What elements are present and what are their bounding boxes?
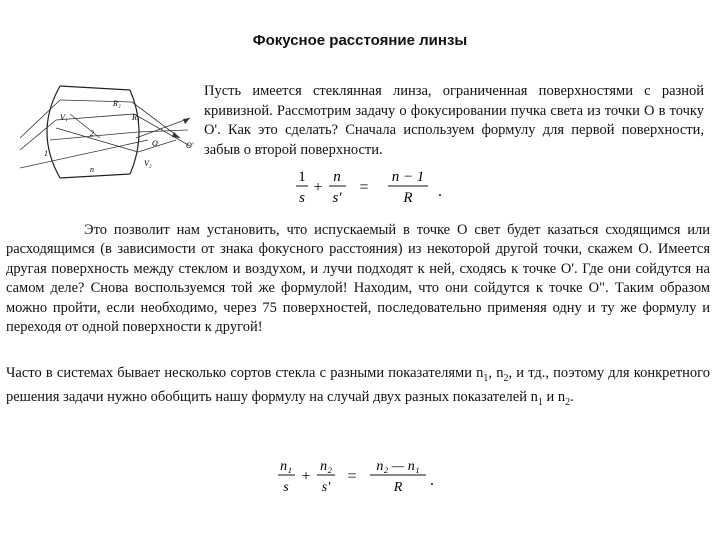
formula1-n: n xyxy=(333,169,341,185)
formula1-one: 1 xyxy=(298,169,306,185)
label-v1: V₁ xyxy=(60,113,68,122)
formula1-equals: = xyxy=(359,179,369,196)
formula2-n1: n₁ xyxy=(280,459,292,474)
ray xyxy=(20,100,60,138)
formula2-s-prime: s' xyxy=(321,480,331,495)
lens-diagram xyxy=(20,80,200,190)
para3-subscript: 1 xyxy=(483,372,489,384)
label-o: O xyxy=(152,139,158,148)
label-point-1: 1 xyxy=(44,149,48,158)
paragraph-intro: Пусть имеется стеклянная линза, ограниченная поверхностями с разной кривизной. Рассмотрим задачу о фокусировании пучка света из точки O в точку O'. Как это сделать? Сначала используем формулу для первой поверхности, забыв о второй поверхности. xyxy=(204,83,704,158)
lens-bottom-edge xyxy=(60,174,130,178)
para3-subscript: 2 xyxy=(503,372,509,384)
formula2-s: s xyxy=(283,480,289,495)
formula-two-indices xyxy=(276,454,446,498)
formula2-R: R xyxy=(393,480,403,495)
para3-part: и n xyxy=(542,389,566,406)
paragraph-explanation-text: Это позволит нам установить, что испускаемый в точке O свет будет казаться сходящимся или расходящимся (в зависимости от знака фокусного расстояния) из некоторой другой точки, скажем O. Имеется другая поверхность между стеклом и воздухом, и лучи подходят к ней, сходясь к точке O'. Где они сойдутся на самом деле? Снова воспользуемся той же формулой! Находим, что они сойдутся к точке O". Таким образом можно пройти, если необходимо, через 75 поверхностей, последовательно применяя одну и ту же формулу и переходя от одной поверхности к другой! xyxy=(6,222,711,336)
ray xyxy=(56,114,134,120)
optical-axis xyxy=(20,140,148,168)
formula1-numerator: n − 1 xyxy=(391,169,425,185)
para3-subscript: 2 xyxy=(565,397,571,409)
label-point-2: 2 xyxy=(90,129,94,138)
formula-single-surface xyxy=(294,165,454,209)
label-r2: R₂ xyxy=(113,99,121,108)
formula2-n2: n₂ xyxy=(320,459,332,474)
formula1-plus: + xyxy=(313,179,323,196)
para3-part: . xyxy=(570,389,574,406)
ray xyxy=(56,128,138,152)
ray xyxy=(20,120,56,150)
label-o-prime: O' xyxy=(186,141,194,150)
lens-left-surface xyxy=(47,86,60,178)
formula2-dot: . xyxy=(430,472,434,489)
para3-part: , n xyxy=(488,365,504,381)
lens-top-edge xyxy=(60,86,130,90)
ray-arrowhead xyxy=(183,118,190,124)
paragraph-generalization xyxy=(6,364,710,413)
label-r1: R₁ xyxy=(132,113,140,122)
para3-part: Часто в системах бывает несколько сортов стекла с разными показателями n xyxy=(6,365,484,381)
formula2-equals: = xyxy=(347,468,357,485)
formula1-s: s xyxy=(299,190,305,206)
formula2-plus: + xyxy=(301,468,311,485)
ray xyxy=(60,100,132,102)
paragraph-explanation xyxy=(6,221,710,337)
formula1-dot: . xyxy=(438,183,442,200)
para3-subscript: 1 xyxy=(537,397,543,409)
para3-part: , и тд., поэтому для конкретного решения задачи нужно обобщить нашу формулу на случай двух разных показателей n xyxy=(6,365,710,406)
page-title: Фокусное расстояние линзы xyxy=(252,32,468,49)
ray xyxy=(136,118,190,138)
label-n: n xyxy=(90,165,94,174)
formula1-s-prime: s' xyxy=(332,190,342,206)
formula2-numerator: n₂ — n₁ xyxy=(376,459,420,474)
formula1-R: R xyxy=(403,190,413,206)
label-v2: V₂ xyxy=(144,159,152,168)
